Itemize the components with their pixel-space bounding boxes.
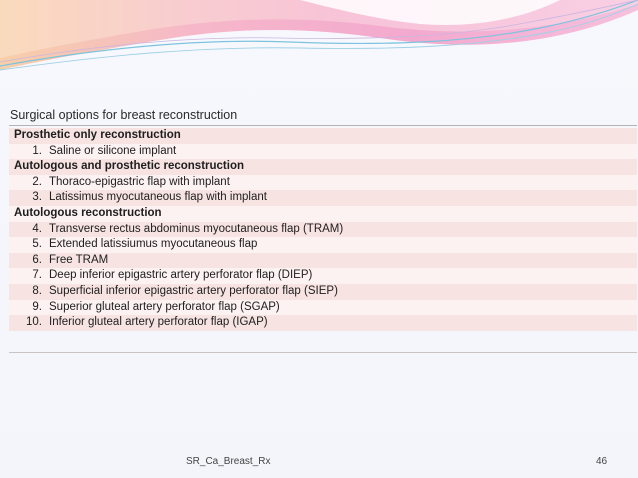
row-number: 5. — [32, 238, 42, 251]
row-number: 1. — [32, 144, 42, 157]
section-label: Autologous reconstruction — [14, 206, 162, 219]
row-label: Superficial inferior epigastric artery perforator flap (SIEP) — [49, 284, 338, 297]
table-row — [9, 144, 637, 160]
table-row — [9, 175, 637, 191]
row-number: 6. — [32, 253, 42, 266]
row-label: Extended latissiumus myocutaneous flap — [49, 238, 258, 251]
table-section-header — [9, 128, 637, 144]
row-number: 7. — [32, 269, 42, 282]
table-row — [9, 237, 637, 253]
footer-label: SR_Ca_Breast_Rx — [186, 456, 271, 467]
row-label: Deep inferior epigastric artery perforator flap (DIEP) — [49, 269, 313, 282]
row-label: Transverse rectus abdominus myocutaneous flap (TRAM) — [49, 222, 344, 235]
row-label: Saline or silicone implant — [49, 144, 177, 157]
table-row — [9, 268, 637, 284]
bottom-rule — [9, 352, 637, 353]
table-section-header — [9, 159, 637, 175]
table-row — [9, 284, 637, 300]
section-label: Prosthetic only reconstruction — [14, 129, 181, 141]
table-body — [9, 128, 637, 331]
row-number: 2. — [32, 175, 42, 188]
table — [9, 105, 637, 353]
row-number: 3. — [32, 191, 42, 204]
row-number: 8. — [32, 284, 42, 297]
row-label: Inferior gluteal artery perforator flap (IGAP) — [49, 316, 268, 329]
table-row — [9, 300, 637, 316]
page-number: 46 — [596, 456, 608, 467]
table-row — [9, 315, 637, 331]
table-row — [9, 190, 637, 206]
section-label: Autologous and prosthetic reconstruction — [14, 160, 245, 173]
row-label: Superior gluteal artery perforator flap (SGAP) — [49, 300, 280, 313]
table-row — [9, 253, 637, 269]
table-row — [9, 222, 637, 238]
table-title: Surgical options for breast reconstruction — [9, 105, 637, 126]
row-label: Thoraco-epigastric flap with implant — [49, 175, 230, 188]
row-number: 9. — [32, 300, 42, 313]
row-number: 10. — [26, 316, 42, 329]
row-label: Latissimus myocutaneous flap with implant — [49, 191, 267, 204]
row-label: Free TRAM — [49, 253, 109, 266]
table-section-header — [9, 206, 637, 222]
decorative-banner — [0, 0, 638, 80]
row-number: 4. — [32, 222, 42, 235]
